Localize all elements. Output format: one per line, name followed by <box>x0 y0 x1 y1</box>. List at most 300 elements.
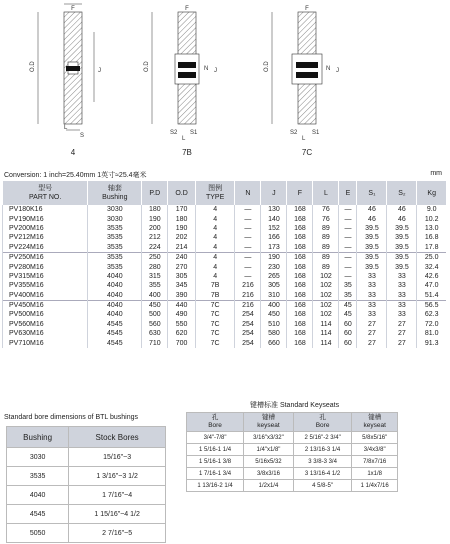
table-row <box>3 243 447 253</box>
part-number-cell: PV190M16 <box>3 214 88 223</box>
table-cell: 56.5 <box>417 300 446 310</box>
column-header: J <box>261 181 287 205</box>
table-cell: 7C <box>195 338 235 347</box>
table-cell: — <box>339 243 357 253</box>
table-cell: 4545 <box>88 320 142 329</box>
bore-table-title: Standard bore dimensions of BTL bushings <box>4 414 138 421</box>
table-cell: 27 <box>387 329 417 338</box>
table-cell: 168 <box>287 224 313 233</box>
table-cell: — <box>339 205 357 214</box>
svg-text:S1: S1 <box>312 130 320 136</box>
table-cell: 25.0 <box>417 252 446 262</box>
table-row <box>3 320 447 329</box>
table-cell: 17.8 <box>417 243 446 253</box>
table-cell: 33 <box>357 272 387 281</box>
table-cell: 3535 <box>88 224 142 233</box>
table-cell: 345 <box>168 281 196 290</box>
table-row <box>3 338 447 347</box>
table-cell: 130 <box>261 205 287 214</box>
conversion-note: Conversion: 1 inch=25.40mm 1英寸≈25.4毫米 <box>4 172 147 179</box>
table-cell: 91.3 <box>417 338 446 347</box>
table-cell: 13.0 <box>417 224 446 233</box>
table-cell: 27 <box>387 320 417 329</box>
column-header: P.D <box>142 181 168 205</box>
table-cell: 4040 <box>88 300 142 310</box>
table-cell: 60 <box>339 338 357 347</box>
table-header <box>3 181 447 205</box>
table-row <box>3 262 447 271</box>
diagram-label: 4 <box>70 148 76 157</box>
svg-text:F: F <box>185 6 189 12</box>
svg-text:O.D: O.D <box>30 61 36 72</box>
table-cell: 35 <box>339 281 357 290</box>
table-cell: 60 <box>339 329 357 338</box>
table-cell: 190 <box>142 214 168 223</box>
svg-text:L: L <box>182 136 186 142</box>
table-cell: 4 <box>195 205 235 214</box>
table-cell: 114 <box>313 329 339 338</box>
table-cell: 168 <box>287 291 313 301</box>
table-cell: 400 <box>261 300 287 310</box>
part-number-cell: PV224M16 <box>3 243 88 253</box>
table-row <box>3 300 447 310</box>
svg-text:S1: S1 <box>190 130 198 136</box>
table-cell: 76 <box>313 214 339 223</box>
bore-header-stock: Stock Bores <box>69 427 166 448</box>
table-cell: 168 <box>287 281 313 290</box>
table-cell: 200 <box>142 224 168 233</box>
table-cell: 4545 <box>7 505 69 524</box>
table-cell: 32.4 <box>417 262 446 271</box>
table-cell: 168 <box>287 252 313 262</box>
table-cell: 35 <box>339 291 357 301</box>
pulley-drawing-type-4 <box>28 2 118 142</box>
table-row <box>3 252 447 262</box>
table-cell: — <box>339 233 357 242</box>
part-number-cell: PV355M16 <box>3 281 88 290</box>
table-cell: 3/16"x3/32" <box>244 432 294 444</box>
table-cell: 630 <box>142 329 168 338</box>
table-cell: 254 <box>235 329 261 338</box>
part-number-cell: PV212M16 <box>3 233 88 242</box>
table-cell: 224 <box>142 243 168 253</box>
table-cell: 7B <box>195 281 235 290</box>
table-cell: 1 13/16-2 1/4 <box>187 480 244 492</box>
table-cell: 102 <box>313 281 339 290</box>
table-cell: 1 7/16-1 3/4 <box>187 468 244 480</box>
table-cell: 89 <box>313 252 339 262</box>
table-cell: 33 <box>387 310 417 319</box>
table-cell: 33 <box>357 300 387 310</box>
table-cell: 4545 <box>88 338 142 347</box>
bore-table <box>6 426 166 543</box>
table-cell: 355 <box>142 281 168 290</box>
keyseat-table-title: 键槽标准 Standard Keyseats <box>250 402 340 409</box>
pulley-spec-table <box>2 181 446 348</box>
table-cell: 72.0 <box>417 320 446 329</box>
table-cell: 39.5 <box>357 224 387 233</box>
table-cell: 500 <box>142 310 168 319</box>
table-row <box>187 480 398 492</box>
table-cell: 166 <box>261 233 287 242</box>
table-cell: 27 <box>357 320 387 329</box>
table-cell: 39.5 <box>387 243 417 253</box>
diagram-label: 7B <box>182 148 192 157</box>
table-cell: 168 <box>287 310 313 319</box>
svg-text:J: J <box>98 68 101 74</box>
svg-text:O.D: O.D <box>264 61 270 72</box>
column-header: 轴套 Bushing <box>88 181 142 205</box>
table-cell: — <box>339 224 357 233</box>
table-cell: 3/8x3/16 <box>244 468 294 480</box>
table-cell: 51.4 <box>417 291 446 301</box>
table-cell: 81.0 <box>417 329 446 338</box>
table-row <box>7 505 166 524</box>
column-header: N <box>235 181 261 205</box>
table-cell: 3030 <box>88 214 142 223</box>
table-cell: 102 <box>313 291 339 301</box>
part-number-cell: PV500M16 <box>3 310 88 319</box>
pulley-drawing-type-7b <box>142 2 232 142</box>
table-row <box>7 448 166 467</box>
table-cell: 7B <box>195 291 235 301</box>
column-header: 型号 PART NO. <box>3 181 88 205</box>
table-cell: 7C <box>195 310 235 319</box>
table-cell: 180 <box>142 205 168 214</box>
table-cell: 170 <box>168 205 196 214</box>
table-cell: 27 <box>357 338 387 347</box>
table-cell: 33 <box>357 291 387 301</box>
part-number-cell: PV200M16 <box>3 224 88 233</box>
table-cell: 3/4"-7/8" <box>187 432 244 444</box>
column-header: 键槽 keyseat <box>352 413 398 432</box>
table-cell: 3030 <box>88 205 142 214</box>
table-cell: 102 <box>313 272 339 281</box>
table-cell: — <box>235 233 261 242</box>
column-header: F <box>287 181 313 205</box>
table-cell: 168 <box>287 300 313 310</box>
table-cell: 3535 <box>88 233 142 242</box>
table-row <box>7 524 166 543</box>
table-row <box>187 432 398 444</box>
part-number-cell: PV280M16 <box>3 262 88 271</box>
table-cell: 700 <box>168 338 196 347</box>
table-cell: 7C <box>195 329 235 338</box>
svg-text:F: F <box>305 6 309 12</box>
table-cell: 216 <box>235 291 261 301</box>
table-cell: 89 <box>313 262 339 271</box>
table-cell: 152 <box>261 224 287 233</box>
table-cell: 450 <box>261 310 287 319</box>
part-number-cell: PV630M16 <box>3 329 88 338</box>
table-row <box>187 444 398 456</box>
table-row <box>3 233 447 242</box>
part-number-cell: PV450M16 <box>3 300 88 310</box>
table-cell: 62.3 <box>417 310 446 319</box>
svg-text:J: J <box>336 68 339 74</box>
table-cell: 47.0 <box>417 281 446 290</box>
table-cell: 102 <box>313 300 339 310</box>
table-cell: 27 <box>387 338 417 347</box>
part-number-cell: PV250M16 <box>3 252 88 262</box>
part-number-cell: PV400M16 <box>3 291 88 301</box>
table-cell: 270 <box>168 262 196 271</box>
table-cell: 1 15/16"~4 1/2 <box>69 505 166 524</box>
table-cell: 33 <box>387 291 417 301</box>
column-header: E <box>339 181 357 205</box>
table-cell: 660 <box>261 338 287 347</box>
table-cell: 27 <box>357 329 387 338</box>
table-cell: 510 <box>261 320 287 329</box>
table-cell: 42.6 <box>417 272 446 281</box>
table-cell: — <box>235 214 261 223</box>
table-cell: 89 <box>313 233 339 242</box>
table-cell: 140 <box>261 214 287 223</box>
part-number-cell: PV180K16 <box>3 205 88 214</box>
column-header: Kg <box>417 181 446 205</box>
table-cell: 212 <box>142 233 168 242</box>
table-cell: 216 <box>235 300 261 310</box>
table-row <box>3 310 447 319</box>
table-cell: 1 3/16"~3 1/2 <box>69 467 166 486</box>
table-cell: 39.5 <box>387 252 417 262</box>
table-cell: 39.5 <box>387 224 417 233</box>
table-row <box>187 468 398 480</box>
table-cell: 46 <box>357 214 387 223</box>
column-header: 孔 Bore <box>187 413 244 432</box>
table-cell: 3535 <box>88 262 142 271</box>
table-cell: 3/4x3/8" <box>352 444 398 456</box>
keyseat-table <box>186 412 398 492</box>
table-row <box>3 214 447 223</box>
table-row <box>187 456 398 468</box>
svg-text:S: S <box>80 133 85 139</box>
table-cell: 280 <box>142 262 168 271</box>
column-header: S₁ <box>357 181 387 205</box>
table-cell: — <box>235 262 261 271</box>
table-cell: 33 <box>357 281 387 290</box>
table-cell: 3535 <box>88 243 142 253</box>
table-cell: — <box>235 205 261 214</box>
table-cell: 16.8 <box>417 233 446 242</box>
table-cell: 1 7/16"~4 <box>69 486 166 505</box>
table-row <box>3 291 447 301</box>
table-cell: 180 <box>168 214 196 223</box>
svg-text:S2: S2 <box>170 130 178 136</box>
table-cell: 2 5/16"-2 3/4" <box>293 432 352 444</box>
table-cell: 216 <box>235 281 261 290</box>
table-cell: 240 <box>168 252 196 262</box>
table-cell: 230 <box>261 262 287 271</box>
table-cell: 4 <box>195 214 235 223</box>
table-cell: 620 <box>168 329 196 338</box>
table-cell: 1/4"x1/8" <box>244 444 294 456</box>
table-cell: 4 <box>195 272 235 281</box>
table-cell: — <box>339 262 357 271</box>
table-cell: 1 5/16-1 1/4 <box>187 444 244 456</box>
table-cell: 39.5 <box>357 252 387 262</box>
svg-text:L: L <box>302 136 306 142</box>
table-cell: 39.5 <box>387 233 417 242</box>
table-cell: 1 1/4x7/16 <box>352 480 398 492</box>
svg-text:O.D: O.D <box>144 61 150 72</box>
table-cell: 254 <box>235 310 261 319</box>
svg-text:N: N <box>204 66 209 72</box>
table-cell: 4040 <box>88 291 142 301</box>
table-cell: 46 <box>357 205 387 214</box>
table-cell: 4040 <box>7 486 69 505</box>
table-cell: 3535 <box>88 252 142 262</box>
table-cell: 5050 <box>7 524 69 543</box>
table-cell: 560 <box>142 320 168 329</box>
table-cell: 33 <box>387 272 417 281</box>
table-cell: 15/16"~3 <box>69 448 166 467</box>
table-cell: 3 13/16-4 1/2 <box>293 468 352 480</box>
unit-label: mm <box>430 170 442 177</box>
table-cell: 305 <box>168 272 196 281</box>
table-row <box>7 486 166 505</box>
table-cell: 39.5 <box>357 262 387 271</box>
table-cell: 1 5/16-1 3/8 <box>187 456 244 468</box>
svg-text:S2: S2 <box>290 130 298 136</box>
table-cell: 114 <box>313 338 339 347</box>
table-cell: 4 <box>195 243 235 253</box>
table-cell: 33 <box>387 300 417 310</box>
table-cell: 1x1/8 <box>352 468 398 480</box>
table-cell: 3535 <box>7 467 69 486</box>
svg-text:J: J <box>214 68 217 74</box>
table-cell: 490 <box>168 310 196 319</box>
table-cell: 39.5 <box>387 262 417 271</box>
column-header: L <box>313 181 339 205</box>
table-cell: 4545 <box>88 329 142 338</box>
table-row <box>7 467 166 486</box>
table-cell: — <box>235 252 261 262</box>
table-cell: 168 <box>287 338 313 347</box>
table-cell: 190 <box>168 224 196 233</box>
table-cell: — <box>339 252 357 262</box>
table-cell: 46 <box>387 205 417 214</box>
part-number-cell: PV315M16 <box>3 272 88 281</box>
svg-text:L: L <box>64 125 68 131</box>
column-header: 孔 Bore <box>293 413 352 432</box>
table-cell: 214 <box>168 243 196 253</box>
table-cell: 250 <box>142 252 168 262</box>
table-cell: 7C <box>195 320 235 329</box>
table-cell: 710 <box>142 338 168 347</box>
table-cell: 4040 <box>88 281 142 290</box>
table-cell: 45 <box>339 300 357 310</box>
table-cell: 89 <box>313 243 339 253</box>
pulley-drawing-type-7c <box>262 2 352 142</box>
table-cell: 39.5 <box>357 233 387 242</box>
table-cell: 5/16x5/32 <box>244 456 294 468</box>
table-cell: 440 <box>168 300 196 310</box>
column-header: 图例 TYPE <box>195 181 235 205</box>
table-cell: 305 <box>261 281 287 290</box>
table-cell: — <box>339 214 357 223</box>
table-cell: 265 <box>261 272 287 281</box>
table-cell: 168 <box>287 243 313 253</box>
table-cell: 33 <box>387 281 417 290</box>
table-cell: 254 <box>235 338 261 347</box>
table-cell: 4 5/8-5" <box>293 480 352 492</box>
table-cell: — <box>235 224 261 233</box>
table-cell: 7C <box>195 300 235 310</box>
table-cell: 10.2 <box>417 214 446 223</box>
column-header: 键槽 keyseat <box>244 413 294 432</box>
table-cell: 4 <box>195 233 235 242</box>
table-cell: 4 <box>195 262 235 271</box>
table-row <box>3 205 447 214</box>
table-cell: 400 <box>142 291 168 301</box>
table-cell: 168 <box>287 262 313 271</box>
column-header: S₂ <box>387 181 417 205</box>
table-cell: 315 <box>142 272 168 281</box>
part-number-cell: PV710M16 <box>3 338 88 347</box>
table-cell: 60 <box>339 320 357 329</box>
table-cell: 202 <box>168 233 196 242</box>
table-cell: 3 3/8-3 3/4 <box>293 456 352 468</box>
table-row <box>3 272 447 281</box>
table-cell: 168 <box>287 329 313 338</box>
table-cell: 168 <box>287 214 313 223</box>
table-cell: 2 7/16"~5 <box>69 524 166 543</box>
table-cell: — <box>235 272 261 281</box>
table-cell: 390 <box>168 291 196 301</box>
table-cell: 254 <box>235 320 261 329</box>
table-body <box>3 205 447 348</box>
table-cell: 2 13/16-3 1/4 <box>293 444 352 456</box>
table-cell: 168 <box>287 272 313 281</box>
table-row <box>3 329 447 338</box>
table-cell: 4 <box>195 224 235 233</box>
part-number-cell: PV560M16 <box>3 320 88 329</box>
table-cell: 173 <box>261 243 287 253</box>
table-cell: 310 <box>261 291 287 301</box>
table-cell: — <box>235 243 261 253</box>
table-row <box>3 281 447 290</box>
table-cell: 580 <box>261 329 287 338</box>
table-cell: — <box>339 272 357 281</box>
table-cell: 168 <box>287 233 313 242</box>
svg-text:N: N <box>326 66 331 72</box>
table-cell: 168 <box>287 205 313 214</box>
svg-text:F: F <box>71 6 75 12</box>
diagram-label: 7C <box>301 148 313 157</box>
table-cell: 450 <box>142 300 168 310</box>
table-cell: 76 <box>313 205 339 214</box>
table-cell: 102 <box>313 310 339 319</box>
table-cell: 190 <box>261 252 287 262</box>
table-cell: 4040 <box>88 272 142 281</box>
table-cell: 4 <box>195 252 235 262</box>
table-cell: 5/8x5/16" <box>352 432 398 444</box>
table-cell: 7/8x7/16 <box>352 456 398 468</box>
table-cell: 9.0 <box>417 205 446 214</box>
table-cell: 46 <box>387 214 417 223</box>
table-cell: 33 <box>357 310 387 319</box>
table-cell: 114 <box>313 320 339 329</box>
table-cell: 3030 <box>7 448 69 467</box>
table-cell: 45 <box>339 310 357 319</box>
bore-header-bushing: Bushing <box>7 427 69 448</box>
table-cell: 4040 <box>88 310 142 319</box>
table-cell: 89 <box>313 224 339 233</box>
column-header: O.D <box>168 181 196 205</box>
table-cell: 168 <box>287 320 313 329</box>
table-cell: 39.5 <box>357 243 387 253</box>
